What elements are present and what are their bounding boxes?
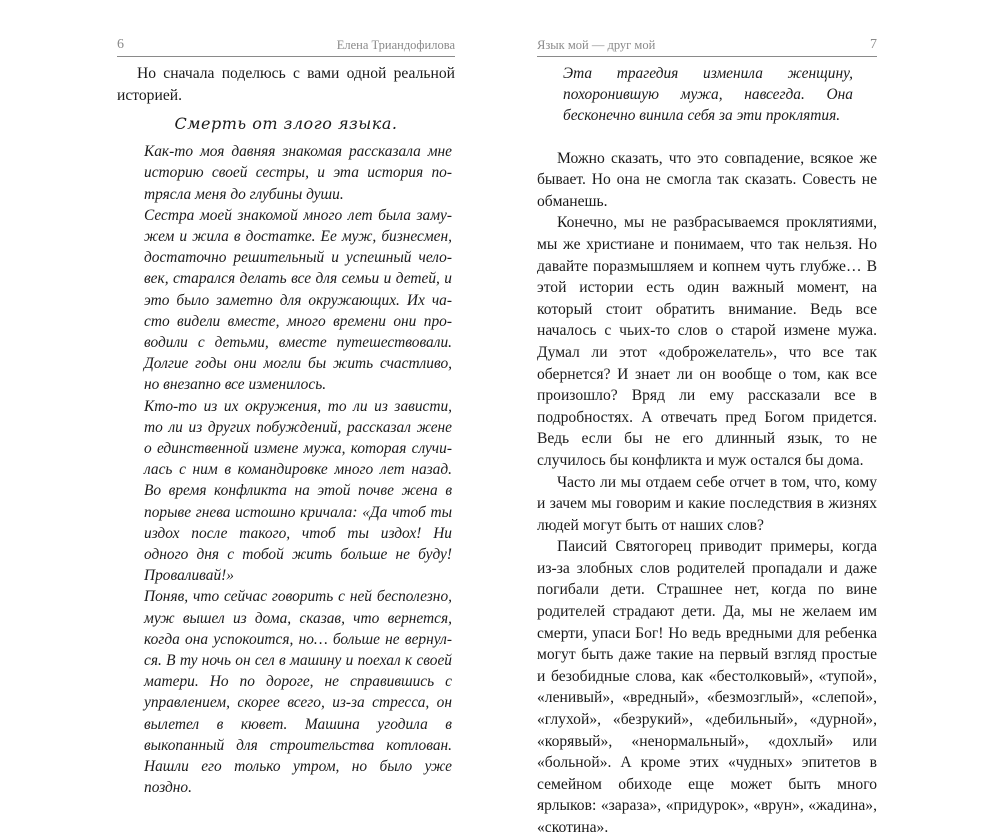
left-page xyxy=(117,0,455,797)
book-title: Язык мой — друг мой xyxy=(537,38,656,52)
story-quote xyxy=(144,141,452,798)
quote-paragraph: Поняв, что сейчас говорить с ней бесполезно, муж вышел из дома, сказав, что вернется, когда она успокоится, но… больше не вернулся. В ту ночь он сел в машину и поехал к своей матери. Но по дороге, не справившись с управлением, скорее всего, из-за стресса, он вылетел в кювет. Машина угодила в выкопанный для строительства котлован. Нашли его только утром, но было уже поздно. xyxy=(144,588,452,797)
page-number: 6 xyxy=(117,37,124,52)
running-head-right xyxy=(537,38,877,57)
body-paragraph: Часто ли мы отдаем себе отчет в том, что, кому и зачем мы говорим и какие последствия в жизнях людей могут быть от наших слов? xyxy=(537,473,877,534)
right-page-content xyxy=(537,63,877,839)
quote-paragraph: Сестра моей знакомой много лет была замужем и жила в достатке. Ее муж, бизнесмен, достаточно решительный и успешный человек, старался делать все для семьи и детей, и это было заметно для окружающих. Их часто видели вместе, много времени они проводили с детьми, вместе путешествовали. Долгие годы они могли бы жить счастливо, но внезапно все изменилось. xyxy=(144,206,452,394)
body-text xyxy=(537,148,877,839)
closing-quote xyxy=(563,63,853,127)
left-page-content xyxy=(117,63,455,798)
author-name: Елена Триандофилова xyxy=(336,38,455,52)
quote-paragraph: Кто-то из их окружения, то ли из зависти, то ли из других побуждений, рассказал жене о единственной измене мужа, которая случилась с ним в командировке много лет назад. Во время конфликта на этой почве жена в порыве гнева истошно кричала: «Да чтоб ты издох после такого, чтоб ты издох! Ни одного дня с тобой жить больше не буду! Проваливай!» xyxy=(144,397,452,585)
body-paragraph: Паисий Святогорец приводит примеры, когда из-за злобных слов родителей пропадали и даже погибали дети. Страшнее нет, когда по вине родителей страдают дети. Да, мы не желаем им смерти, упаси Бог! Но ведь вредными для ребенка могут быть даже такие на первый взгляд простые и безобидные слова, как «бестолковый», «тупой», «ленивый», «вредный», «безмозглый», «слепой», «глухой», «безрукий», «дебильный», «дурной», «корявый», «ненормальный», «дохлый» или «больной». А кроме этих «чудных» эпитетов в семейном обиходе еще может быть много ярлыков: «зараза», «придурок», «врун», «жадина», «скотина». xyxy=(537,538,877,837)
body-paragraph: Можно сказать, что это совпадение, всякое же бывает. Но она не смогла так сказать. Совесть не обманешь. xyxy=(537,149,877,210)
quote-paragraph: Эта трагедия изменила женщину, похоронившую мужа, навсегда. Она бесконечно винила себя за эти проклятия. xyxy=(563,65,853,125)
quote-paragraph: Как-то моя давняя знакомая рассказала мне историю своей сестры, и эта история потрясла меня до глубины души. xyxy=(144,143,452,203)
page-number: 7 xyxy=(870,37,877,52)
right-page xyxy=(537,0,877,837)
story-title: Смерть от злого языка. xyxy=(174,114,398,134)
intro-paragraph: Но сначала поделюсь с вами одной реальной историей. xyxy=(117,65,455,104)
body-paragraph: Конечно, мы не разбрасываемся проклятиями, мы же христиане и понимаем, что так нельзя. Но давайте поразмышляем и копнем чуть глубже… В этой истории есть один важный момент, на который стоит обратить внимание. Ведь все началось с чьих-то слов о старой измене мужа. Думал ли этот «доброжелатель», что все так обернется? И знает ли он вообще о том, как все произошло? Вряд ли ему рассказали все в подробностях. А отвечать пред Богом придется. Ведь если бы не его длинный язык, то не случилось бы конфликта и муж остался бы дома. xyxy=(537,214,877,469)
running-head-left xyxy=(117,38,455,57)
